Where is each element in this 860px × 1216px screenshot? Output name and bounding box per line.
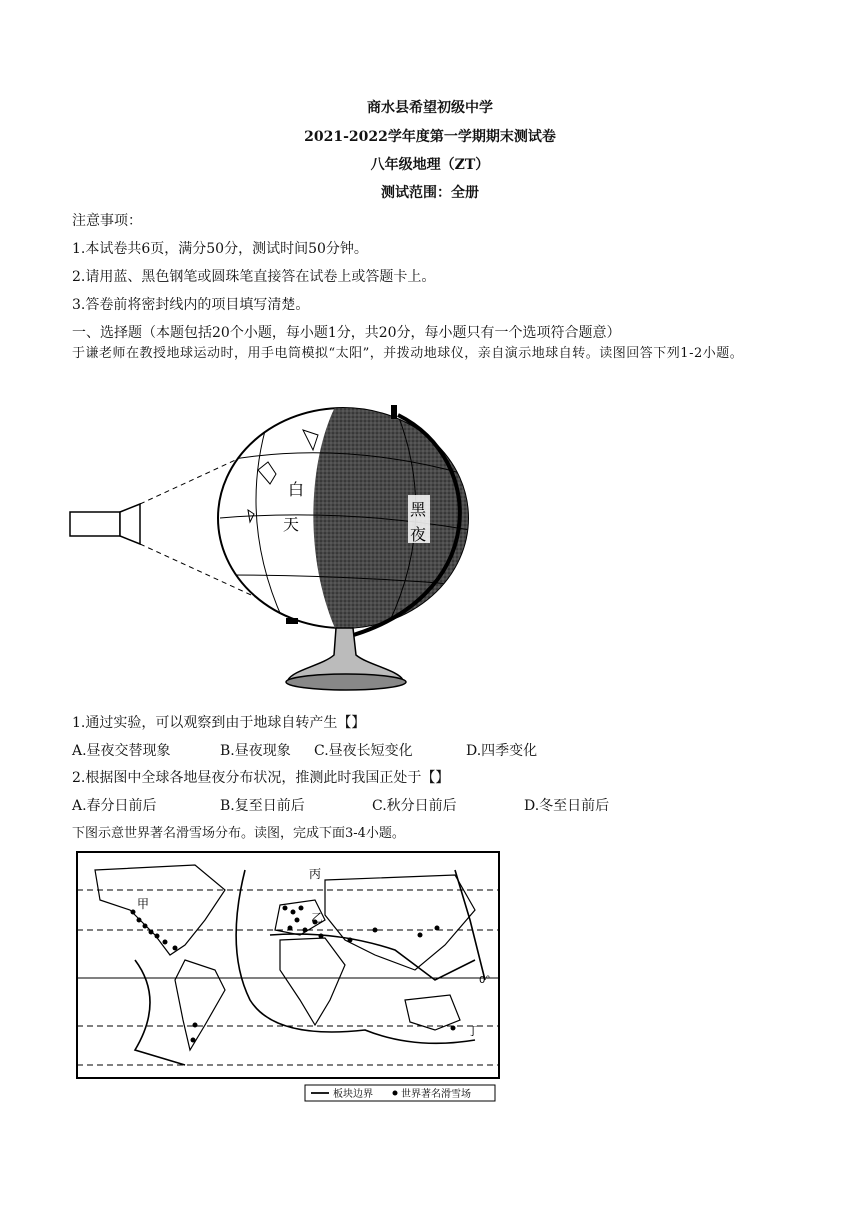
section-title: 一、选择题（本题包括20个小题，每小题1分，共20分，每小题只有一个选项符合题意） xyxy=(72,325,621,341)
night-label: 黑 xyxy=(410,500,427,519)
question-stem: 1.通过实验，可以观察到由于地球自转产生【】 xyxy=(72,715,366,731)
globe xyxy=(218,400,488,638)
day-label: 天 xyxy=(283,515,300,534)
map-legend xyxy=(305,1085,495,1101)
question-intro: 下图示意世界著名滑雪场分布。读图，完成下面3-4小题。 xyxy=(72,826,405,841)
label-yi: 乙 xyxy=(311,911,324,925)
note-item: 3.答卷前将密封线内的项目填写清楚。 xyxy=(72,297,310,313)
label-equator: 0° xyxy=(479,975,491,986)
notes-heading: 注意事项： xyxy=(72,213,142,229)
answer-option: A.春分日前后 xyxy=(72,798,157,814)
answer-option: B.昼夜现象 xyxy=(220,743,291,759)
globe-figure xyxy=(68,400,508,700)
answer-option: D.冬至日前后 xyxy=(524,798,610,814)
globe-stand xyxy=(286,628,406,690)
label-jia: 甲 xyxy=(137,897,150,911)
flashlight-icon xyxy=(70,504,140,544)
answer-option: D.四季变化 xyxy=(466,743,538,759)
day-label: 白 xyxy=(288,480,305,499)
note-item: 1.本试卷共6页，满分50分，测试时间50分钟。 xyxy=(72,241,368,257)
exam-term: 2021-2022学年度第一学期期末测试卷 xyxy=(304,129,556,145)
night-label: 夜 xyxy=(410,525,427,544)
answer-option: A.昼夜交替现象 xyxy=(72,743,171,759)
answer-option: B.复至日前后 xyxy=(220,798,305,814)
label-bing: 丙 xyxy=(309,867,322,881)
answer-option: C.昼夜长短变化 xyxy=(314,743,413,759)
question-stem: 2.根据图中全球各地昼夜分布状况，推测此时我国正处于【】 xyxy=(72,770,450,786)
label-ding: 丁 xyxy=(467,1024,480,1038)
answer-option: C.秋分日前后 xyxy=(372,798,457,814)
night-side xyxy=(313,400,488,635)
question-intro: 于谦老师在教授地球运动时，用手电筒模拟“太阳”，并拨动地球仪，亲自演示地球自转。读图回答下列1-2小题。 xyxy=(72,346,744,361)
exam-scope: 测试范围：全册 xyxy=(381,185,479,201)
exam-subject: 八年级地理（ZT） xyxy=(370,157,490,173)
note-item: 2.请用蓝、黑色钢笔或圆珠笔直接答在试卷上或答题卡上。 xyxy=(72,269,436,285)
legend-boundary: 板块边界 xyxy=(333,1089,373,1100)
world-map-figure xyxy=(75,850,505,1105)
legend-resort: 世界著名滑雪场 xyxy=(401,1089,471,1100)
school-name: 商水县希望初级中学 xyxy=(367,100,493,116)
